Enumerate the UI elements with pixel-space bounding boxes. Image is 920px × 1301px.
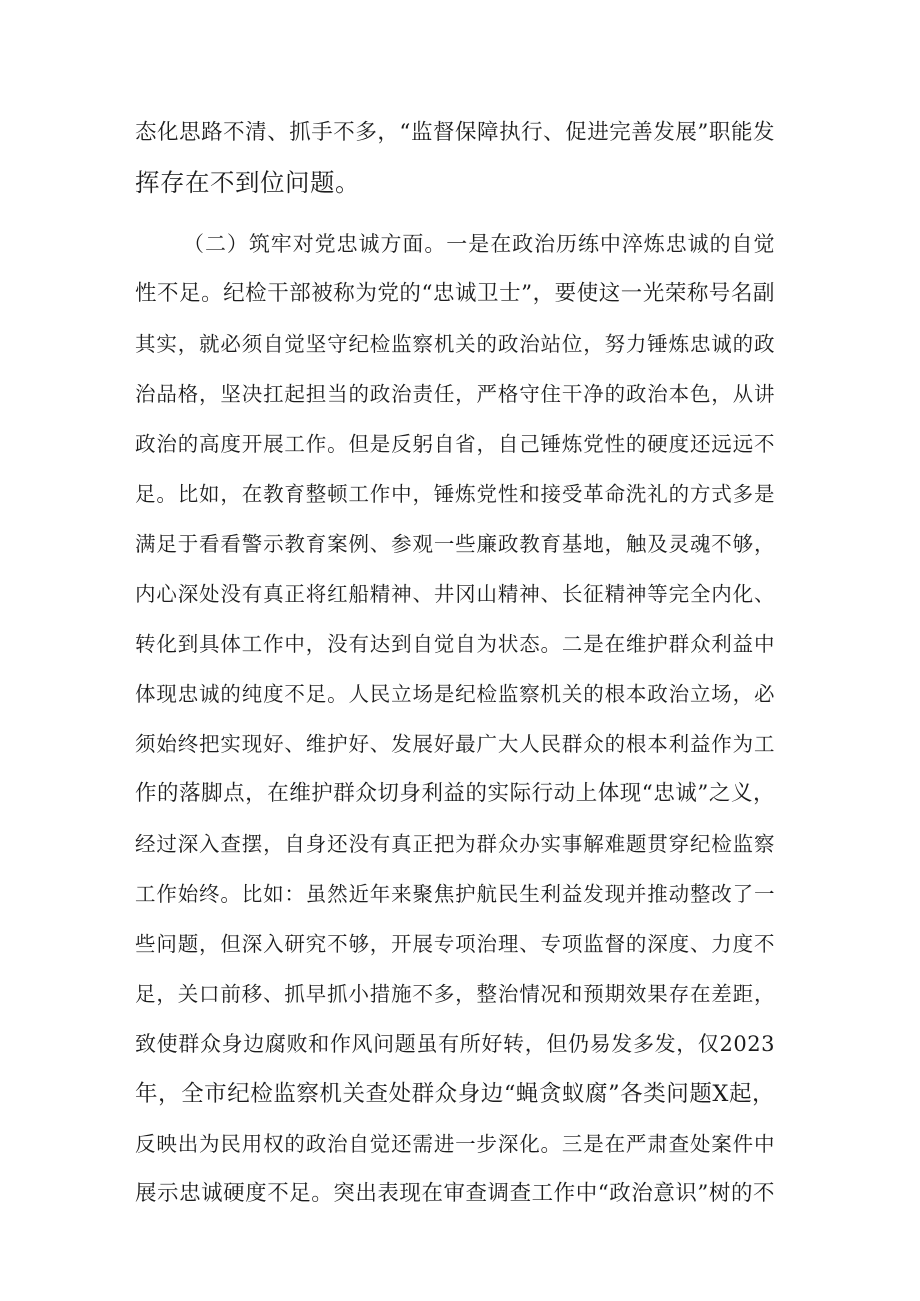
text-line: 些问题，但深入研究不够，开展专项治理、专项监督的深度、力度不 xyxy=(135,932,775,956)
text-line: 经过深入查摆，自身还没有真正把为群众办实事解难题贯穿纪检监察 xyxy=(135,832,775,856)
text-line: 须始终把实现好、维护好、发展好最广大人民群众的根本利益作为工 xyxy=(135,732,775,756)
text-line: （二）筑牢对党忠诚方面。一是在政治历练中淬炼忠诚的自觉 xyxy=(183,232,775,256)
text-line: 足，关口前移、抓早抓小措施不多，整治情况和预期效果存在差距， xyxy=(135,982,775,1006)
text-line: 性不足。纪检干部被称为党的“忠诚卫士”，要使这一光荣称号名副 xyxy=(135,281,775,306)
text-line: 体现忠诚的纯度不足。人民立场是纪检监察机关的根本政治立场，必 xyxy=(135,682,775,706)
text-line: 转化到具体工作中，没有达到自觉自为状态。二是在维护群众利益中 xyxy=(135,632,775,656)
text-line: 展示忠诚硬度不足。突出表现在审查调查工作中“政治意识”树的不 xyxy=(135,1181,775,1206)
text-line: 治品格，坚决扛起担当的政治责任，严格守住干净的政治本色，从讲 xyxy=(135,382,775,406)
text-line: 足。比如，在教育整顿工作中，锤炼党性和接受革命洗礼的方式多是 xyxy=(135,482,775,506)
text-line: 反映出为民用权的政治自觉还需进一步深化。三是在严肃查处案件中 xyxy=(135,1132,775,1156)
text-line: 政治的高度开展工作。但是反躬自省，自己锤炼党性的硬度还远远不 xyxy=(135,432,775,456)
text-line: 其实，就必须自觉坚守纪检监察机关的政治站位，努力锤炼忠诚的政 xyxy=(135,332,775,356)
text-line: 致使群众身边腐败和作风问题虽有所好转，但仍易发多发，仅2023 xyxy=(135,1032,775,1056)
text-line: 工作始终。比如：虽然近年来聚焦护航民生利益发现并推动整改了一 xyxy=(135,882,775,906)
text-line: 态化思路不清、抓手不多，“监督保障执行、促进完善发展”职能发 xyxy=(135,120,775,145)
text-line: 挥存在不到位问题。 xyxy=(135,168,360,197)
text-line: 满足于看看警示教育案例、参观一些廉政教育基地，触及灵魂不够， xyxy=(135,532,775,556)
text-line: 作的落脚点，在维护群众切身利益的实际行动上体现“忠诚”之义， xyxy=(135,781,775,806)
text-line: 年，全市纪检监察机关查处群众身边“蝇贪蚁腐”各类问题X起， xyxy=(135,1081,775,1107)
text-line: 内心深处没有真正将红船精神、井冈山精神、长征精神等完全内化、 xyxy=(135,582,775,606)
